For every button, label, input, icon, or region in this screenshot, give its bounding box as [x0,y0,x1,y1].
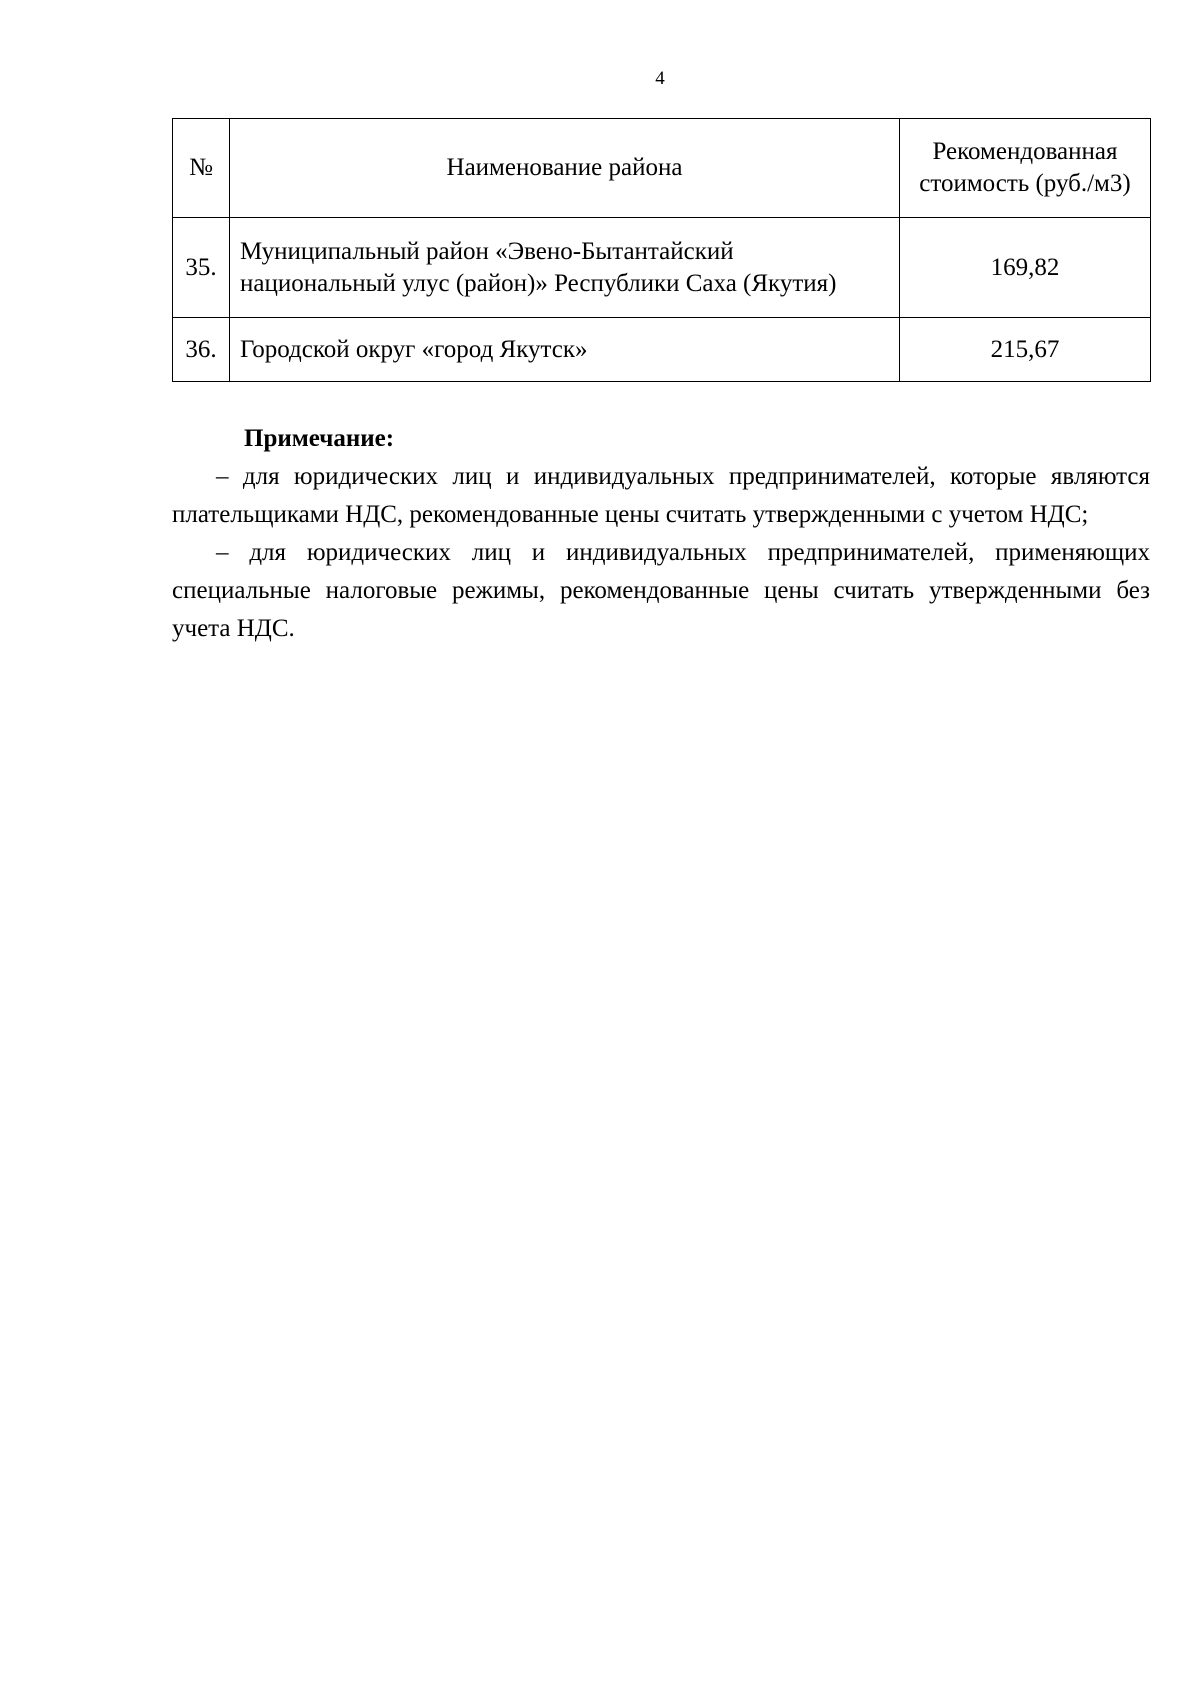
row-number: 35. [173,218,230,318]
header-recommended-price: Рекомендованная стоимость (руб./м3) [900,119,1151,218]
table-header-row [173,119,1151,218]
header-number: № [173,119,230,218]
row-number: 36. [173,318,230,382]
note-item-special-tax-regimes: – для юридических лиц и индивидуальных предпринимателей, применяющих специальные налоговые режимы, рекомендованные цены считать утвержденными без учета НДС. [172,539,1150,642]
header-district-name: Наименование района [230,119,900,218]
region-price-table [172,118,1151,382]
district-name: Муниципальный район «Эвено-Бытантайский национальный улус (район)» Республики Саха (Якутия) [230,218,900,318]
note-item-vat-payers: – для юридических лиц и индивидуальных предпринимателей, которые являются плательщиками НДС, рекомендованные цены считать утвержденными с учетом НДС; [172,463,1150,528]
recommended-price: 215,67 [900,318,1151,382]
recommended-price: 169,82 [900,218,1151,318]
note-title: Примечание: [244,425,395,452]
page-number: 4 [655,68,665,89]
note-section [172,420,1150,648]
district-name: Городской округ «город Якутск» [230,318,900,382]
table-row [173,318,1151,382]
table-row [173,218,1151,318]
